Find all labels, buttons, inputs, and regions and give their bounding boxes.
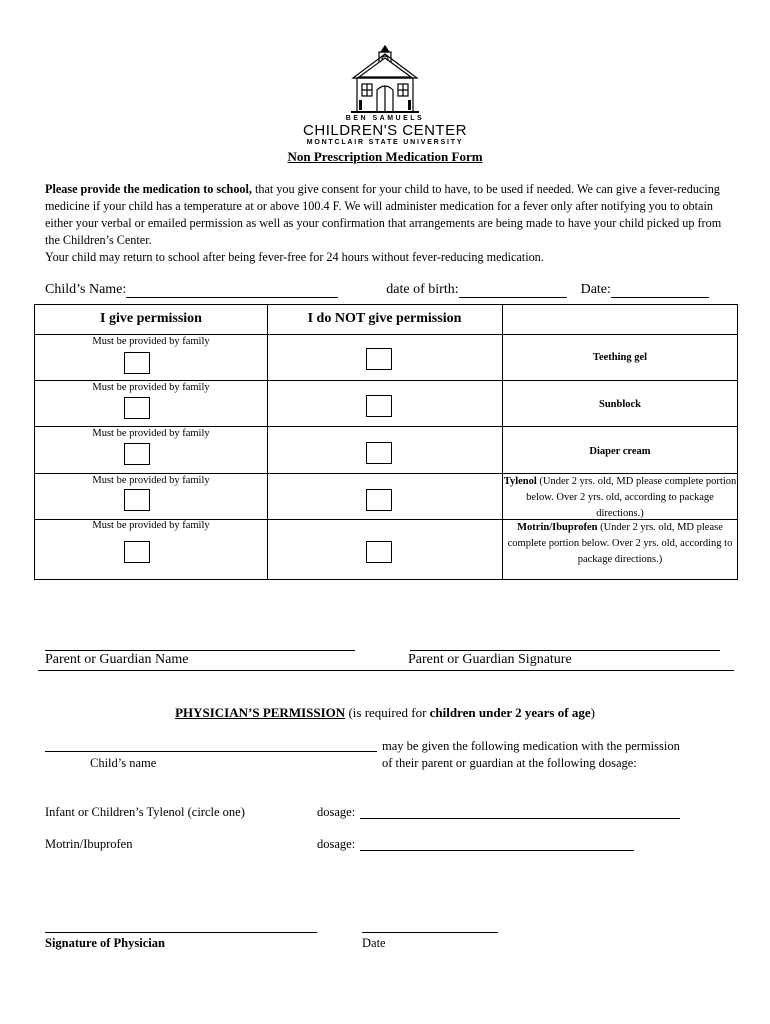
logo-text-main: CHILDREN'S CENTER (303, 122, 467, 139)
intro-paragraph (45, 181, 735, 266)
motrin-label: Motrin/Ibuprofen (45, 837, 133, 851)
logo-text-top: BEN SAMUELS (345, 115, 425, 122)
col-header-no-permission: I do NOT give permission (307, 311, 462, 326)
child-name-label: Child’s Name: (45, 282, 127, 297)
medication-label: Diaper cream (589, 446, 651, 457)
dob-label: date of birth: (386, 282, 459, 297)
date-field[interactable] (611, 283, 709, 298)
give-permission-checkbox[interactable] (124, 489, 150, 511)
guardian-name-line[interactable] (45, 650, 355, 651)
tylenol-dosage-label: dosage: (317, 805, 356, 819)
must-provide-note: Must be provided by family (92, 382, 210, 393)
permission-table (34, 304, 738, 580)
give-permission-checkbox[interactable] (124, 397, 150, 419)
deny-permission-checkbox[interactable] (366, 348, 392, 370)
deny-permission-checkbox[interactable] (366, 541, 392, 563)
intro-lead: Please provide the medication to school, (45, 182, 252, 196)
must-provide-note: Must be provided by family (92, 428, 210, 439)
give-permission-checkbox[interactable] (124, 352, 150, 374)
must-provide-note: Must be provided by family (92, 336, 210, 347)
child-name-field[interactable] (126, 283, 338, 298)
medication-label: Motrin/Ibuprofen (Under 2 yrs. old, MD please complete portion below. Over 2 yrs. old, according to package directions.) (507, 522, 733, 565)
dob-field[interactable] (459, 283, 567, 298)
tylenol-dosage-line[interactable] (360, 818, 680, 819)
date-label: Date: (580, 282, 611, 297)
tylenol-label: Infant or Children’s Tylenol (circle one) (45, 805, 245, 819)
physician-section-title: PHYSICIAN’S PERMISSION (is required for children under 2 years of age) (175, 705, 595, 720)
physician-signature-line[interactable] (45, 932, 317, 933)
physician-statement-line2: of their parent or guardian at the following dosage: (382, 756, 637, 770)
form-title: Non Prescription Medication Form (287, 149, 483, 164)
motrin-dosage-line[interactable] (360, 850, 634, 851)
motrin-dosage-label: dosage: (317, 837, 356, 851)
deny-permission-checkbox[interactable] (366, 442, 392, 464)
section-divider (38, 670, 734, 671)
physician-signature-label: Signature of Physician (45, 936, 165, 950)
deny-permission-checkbox[interactable] (366, 395, 392, 417)
logo-text-bottom: MONTCLAIR STATE UNIVERSITY (306, 139, 464, 146)
physician-date-label: Date (362, 936, 386, 950)
physician-statement-line1: may be given the following medication with the permission (382, 739, 680, 753)
guardian-signature-label: Parent or Guardian Signature (408, 652, 572, 667)
schoolhouse-logo-icon (345, 44, 425, 116)
physician-child-name-label: Child’s name (90, 756, 157, 770)
physician-date-line[interactable] (362, 932, 498, 933)
medication-label: Teething gel (592, 352, 648, 363)
medication-label: Tylenol (Under 2 yrs. old, MD please complete portion below. Over 2 yrs. old, according to package directions.) (503, 476, 737, 519)
deny-permission-checkbox[interactable] (366, 489, 392, 511)
guardian-name-label: Parent or Guardian Name (45, 652, 189, 667)
give-permission-checkbox[interactable] (124, 541, 150, 563)
intro-body: that you give consent for your child to have, to be used if needed. We can give a fever-reducing medicine if your child has a temperature at or above 100.4 F. We will administer medication for a fever only after notifying you to obtain either your verbal or emailed permission as well as your confirmation that arrangements are being made to have your child picked up from the Children’s Center. (45, 182, 722, 247)
must-provide-note: Must be provided by family (92, 520, 210, 531)
child-info-line (45, 282, 735, 298)
guardian-signature-line[interactable] (410, 650, 720, 651)
give-permission-checkbox[interactable] (124, 443, 150, 465)
col-header-permission: I give permission (100, 311, 202, 326)
return-note: Your child may return to school after being fever-free for 24 hours without fever-reducing medication. (45, 250, 544, 264)
must-provide-note: Must be provided by family (92, 475, 210, 486)
medication-label: Sunblock (598, 399, 642, 410)
physician-child-name-line[interactable] (45, 751, 377, 752)
